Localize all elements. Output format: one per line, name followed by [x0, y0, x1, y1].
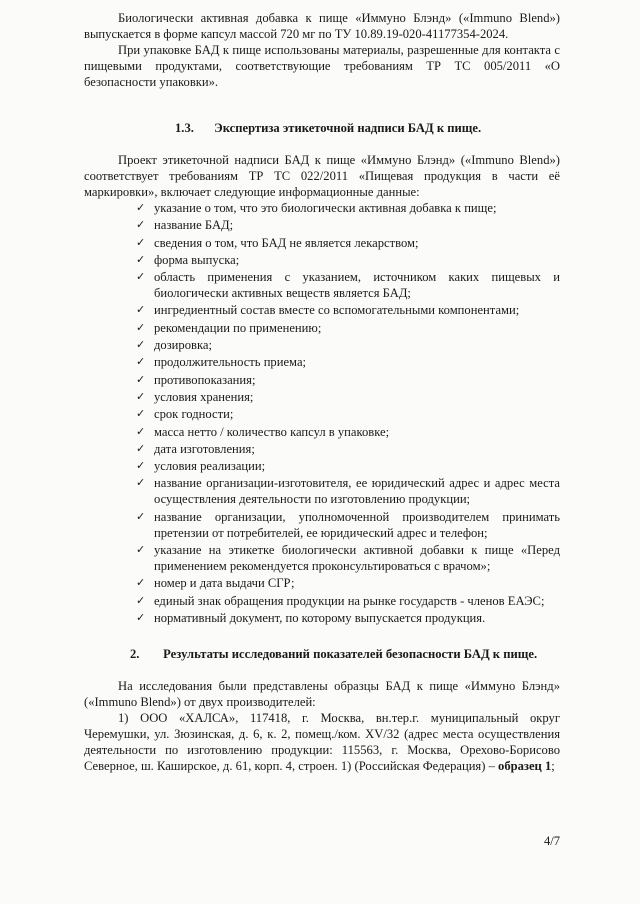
list-item	[130, 406, 560, 422]
list-item	[130, 542, 560, 574]
list-item	[130, 235, 560, 251]
checkmark-icon: ✓	[136, 424, 146, 438]
list-item	[130, 458, 560, 474]
list-item	[130, 252, 560, 268]
list-item-text: дозировка;	[154, 338, 212, 353]
manufacturer-1-text: 1) ООО «ХАЛСА», 117418, г. Москва, вн.тер.г. муниципальный округ Черемушки, ул. Зюзинская, д. 6, к. 2, помещ./ком. XV/32 (адрес места осуществления деятельности по изготовлению продукции: 115563, г. Москва, Орехово-Борисово Северное, ш. Каширское, д. 61, корп. 4, строен. 1) (Российская Федерация) –	[84, 711, 560, 773]
checkmark-icon: ✓	[136, 303, 146, 317]
manufacturer-1-end: ;	[551, 759, 555, 773]
checkmark-icon: ✓	[136, 441, 146, 455]
checkmark-icon: ✓	[136, 389, 146, 403]
list-item-text: область применения с указанием, источником каких пищевых и биологически активных веществ является БАД;	[154, 270, 560, 301]
checkmark-icon: ✓	[136, 576, 146, 590]
checkmark-icon: ✓	[136, 270, 146, 284]
list-item-text: единый знак обращения продукции на рынке государств - членов ЕАЭС;	[154, 593, 545, 608]
checkmark-icon: ✓	[136, 235, 146, 249]
list-item	[130, 475, 560, 507]
list-item	[130, 441, 560, 457]
checkmark-icon: ✓	[136, 593, 146, 607]
list-item	[130, 302, 560, 318]
intro-paragraph-2: При упаковке БАД к пище использованы материалы, разрешенные для контакта с пищевыми продуктами, соответствующие требованиям ТР ТС 005/2011 «О безопасности упаковки».	[84, 43, 560, 89]
list-item	[130, 509, 560, 541]
list-item-text: указание о том, что это биологически активная добавка к пище;	[154, 201, 497, 215]
page-number: 4/7	[544, 834, 561, 848]
section-1-3-title: Экспертиза этикеточной надписи БАД к пище.	[214, 121, 482, 135]
sample-1-label: образец 1	[498, 759, 552, 773]
section-1-3-number: 1.3.	[175, 121, 194, 135]
list-item	[130, 269, 560, 301]
list-item-text: рекомендации по применению;	[154, 320, 322, 335]
list-item-text: дата изготовления;	[154, 441, 255, 456]
list-item-text: масса нетто / количество капсул в упаковке;	[154, 424, 390, 439]
list-item	[130, 610, 560, 626]
list-item-text: сведения о том, что БАД не является лекарством;	[154, 235, 419, 250]
list-item	[130, 575, 560, 591]
list-item	[130, 389, 560, 405]
section-1-3-paragraph: Проект этикеточной надписи БАД к пище «Иммуно Блэнд» («Immuno Blend») соответствует требованиям ТР ТС 022/2011 «Пищевая продукция в части её маркировки», включает следующие информационные данные:	[84, 153, 560, 199]
checkmark-icon: ✓	[136, 509, 146, 523]
list-item	[130, 217, 560, 233]
list-item-text: название БАД;	[154, 218, 234, 233]
checkmark-icon: ✓	[136, 459, 146, 473]
section-1-3-heading	[175, 120, 481, 136]
checkmark-icon: ✓	[136, 338, 146, 352]
label-requirements-list	[130, 200, 560, 627]
list-item	[130, 200, 560, 216]
list-item-text: название организации-изготовителя, ее юридический адрес и адрес места осуществления деятельности по изготовлению продукции;	[154, 476, 560, 507]
list-item-text: ингредиентный состав вместе со вспомогательными компонентами;	[154, 303, 520, 318]
checkmark-icon: ✓	[136, 543, 146, 557]
list-item	[130, 593, 560, 609]
list-item-text: форма выпуска;	[154, 252, 240, 267]
list-item-text: указание на этикетке биологически активной добавки к пище «Перед применением рекомендуется проконсультироваться с врачом»;	[154, 543, 560, 574]
section-2-number: 2.	[130, 647, 140, 661]
list-item-text: продолжительность приема;	[154, 355, 307, 370]
checkmark-icon: ✓	[136, 610, 146, 624]
intro-paragraph-1: Биологически активная добавка к пище «Иммуно Блэнд» («Immuno Blend») выпускается в форме капсул массой 720 мг по ТУ 10.89.19-020-41177354-2024.	[84, 11, 560, 41]
list-item-text: противопоказания;	[154, 372, 256, 387]
list-item	[130, 337, 560, 353]
checkmark-icon: ✓	[136, 252, 146, 266]
list-item-text: срок годности;	[154, 407, 234, 422]
list-item-text: номер и дата выдачи СГР;	[154, 576, 295, 591]
checkmark-icon: ✓	[136, 476, 146, 490]
list-item	[130, 372, 560, 388]
list-item	[130, 354, 560, 370]
checkmark-icon: ✓	[136, 218, 146, 232]
list-item-text: условия реализации;	[154, 459, 266, 474]
checkmark-icon: ✓	[136, 355, 146, 369]
checkmark-icon: ✓	[136, 320, 146, 334]
manufacturer-1-paragraph	[84, 710, 560, 774]
list-item-text: название организации, уполномоченной производителем принимать претензии от потребителей, ее юридический адрес и телефон;	[154, 509, 560, 540]
checkmark-icon: ✓	[136, 372, 146, 386]
checkmark-icon: ✓	[136, 201, 146, 214]
list-item	[130, 320, 560, 336]
list-item-text: нормативный документ, по которому выпускается продукция.	[154, 610, 486, 625]
section-2-heading	[130, 646, 537, 662]
list-item	[130, 424, 560, 440]
checkmark-icon: ✓	[136, 407, 146, 421]
list-item-text: условия хранения;	[154, 389, 254, 404]
section-2-paragraph: На исследования были представлены образцы БАД к пище «Иммуно Блэнд» («Immuno Blend») от двух производителей:	[84, 679, 560, 709]
section-2-title: Результаты исследований показателей безопасности БАД к пище.	[163, 647, 538, 661]
